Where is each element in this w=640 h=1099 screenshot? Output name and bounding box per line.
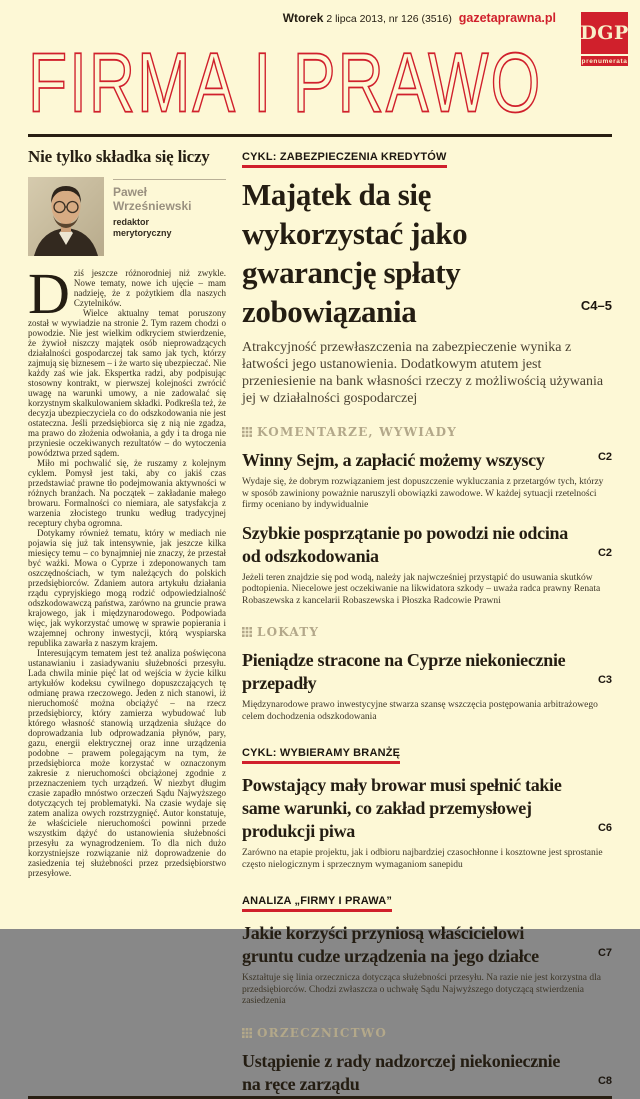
article-standfirst: Zarówno na etapie projektu, jak i odbioru najbardziej czasochłonne i kosztowne jest sprostanie często nielogicznym i sprzecznym wymaganiom sanepidu: [242, 848, 603, 870]
section-header-label: LOKATY: [257, 625, 320, 639]
section-header-label: KOMENTARZE, WYWIADY: [257, 425, 457, 439]
section-title: FIRMA I PRAWO: [28, 34, 543, 130]
category-label: CYKL: ZABEZPIECZENIA KREDYTÓW: [242, 151, 447, 168]
teasers-column: [242, 147, 612, 1096]
editorial-paragraph: Wielce aktualny temat poruszony został w wywiadzie na stronie 2. Tym razem chodzi o powodzie. Nie jest wielkim odkryciem stwierdzenie, że żywioł niszczy majątek osób nieprowadzących działalności gospodarczej tak samo jak tych, którzy zajmują się biznesem – i że warto się ubezpieczać. Nie każdy zaś wie jak. Ekspertka radzi, aby podpisując stosowny kontrakt, w pierwszej kolejności zwrócić uwagę na warunki umowy, a nie zadowalać się korzystnym skalkulowaniem składki. Podkreśla też, że decyzja ubezpieczyciela co do odszkodowania nie jest ostateczna. Jeśli przedsiębiorca się z nią nie zgadza, ma prawo do złożenia odwołania, a gdy i ta droga nie przyniesie oczekiwanych rezultatów – do wytoczenia powództwa przed sądem.: [28, 308, 226, 458]
title-rule: [28, 134, 612, 137]
category-label: ANALIZA „FIRMY I PRAWA”: [242, 895, 392, 912]
author-block: [28, 177, 226, 256]
edition-info: [283, 11, 556, 25]
article-headline: Ustąpienie z rady nadzorczej niekoniecznie na ręce zarządu C8: [242, 1050, 612, 1094]
page-reference: C2: [597, 546, 612, 559]
author-info: [113, 179, 226, 256]
editorial-text: [28, 261, 226, 878]
section-title-wrap: [28, 34, 612, 130]
page-reference: C3: [597, 674, 612, 686]
article-standfirst: Międzynarodowe prawo inwestycyjne stwarza szansę wszczęcia postępowania arbitrażowego celem dochodzenia odszkodowania: [242, 700, 598, 722]
article-headline: Winny Sejm, a zapłacić możemy wszyscy C2: [242, 449, 612, 472]
article-standfirst: Jeżeli teren znajdzie się pod wodą, należy jak najwcześniej przystąpić do usuwania skutków podtopienia. Niecelowe jest oczekiwanie na likwidatora szkody – uważa radca prawny Renata Robaszewska z kancelarii Robaszewska i Płoszka Radcowie Prawni: [242, 572, 601, 606]
page-reference: C6: [597, 822, 612, 834]
article-headline: Pieniądze stracone na Cyprze niekoniecznie przepadły C3: [242, 650, 612, 693]
category-label: CYKL: WYBIERAMY BRANŻĘ: [242, 747, 400, 764]
article-standfirst: Kształtuje się linia orzecznicza dotycząca służebności przesyłu. Na razie nie jest korzystna dla przedsiębiorców. Chodzi zwłaszcza o uchwałę Sądu Najwyższego dotyczącą stwierdzenia zasiedzenia: [242, 973, 601, 1006]
weekday: Wtorek: [282, 11, 324, 25]
page-reference: C8: [597, 1074, 612, 1087]
author-name: Paweł Wrześniewski: [113, 185, 192, 213]
grid-icon: [242, 427, 252, 437]
editorial-column: [28, 147, 226, 1096]
grid-icon: [242, 1028, 252, 1038]
section-header: [242, 625, 612, 639]
article-headline: Powstający mały browar musi spełnić takie same warunki, co zakład przemysłowej produkcji piwa C6: [242, 775, 612, 841]
lead-standfirst: Atrakcyjność przewłaszczenia na zabezpieczenie wynika z łatwości jego ustanowienia. Dodatkowym atutem jest przeniesienie na bank własności rzeczy z możliwością używania jej w działalności gospodarczej: [242, 340, 604, 406]
section-header: [242, 1026, 612, 1040]
article-standfirst: Wydaje się, że dobrym rozwiązaniem jest dopuszczenie wykluczania z przetargów tych, którzy w sposób zawiniony poważnie naruszyli obowiązki zawodowe. W każdej sytuacji rzetelności firmy oceniano by indywidualnie: [242, 477, 604, 510]
section-header: [242, 425, 612, 439]
dgp-logo-mark: DGP: [581, 12, 628, 54]
editorial-paragraph: Dotykamy również tematu, który w mediach nie pojawia się już tak intensywnie, jak jeszcze kilka miesięcy temu – co bynajmniej nie znaczy, że przestał być ważki. Mowa o Cyprze i zdeponowanych tam oszczędnościach, w tym należących do polskich przedsiębiorców. Zdaniem autora artykułu działania rządu cypryjskiego mogą rodzić odpowiedzialność odszkodowawczą państwa, zarówno na gruncie prawa krajowego, jak i międzynarodowego. Podpowiada więc, jak wykorzystać umowę w sprawie popierania i wzajemnej ochrony inwestycji, którą wyspiarska republika zawarła z naszym krajem.: [28, 528, 226, 648]
editorial-headline: Nie tylko składka się liczy: [28, 147, 210, 166]
article-headline: Jakie korzyści przyniosą właścicielowi gruntu cudze urządzenia na jego działce C7: [242, 923, 612, 966]
dgp-logo-subtitle: prenumerata: [581, 57, 628, 65]
website-url: gazetaprawna.pl: [458, 11, 556, 25]
dgp-logo: [581, 12, 628, 66]
drop-cap: D: [28, 261, 70, 326]
lead-headline: Majątek da się wykorzystać jako gwarancję spłaty zobowiązania C4–5: [242, 177, 612, 329]
author-photo: [28, 177, 104, 256]
section-header-label: ORZECZNICTWO: [257, 1025, 388, 1040]
page-reference: C2: [597, 451, 612, 463]
author-role: redaktor merytoryczny: [113, 216, 172, 239]
article-headline: Szybkie posprzątanie po powodzi nie odcina od odszkodowania C2: [242, 522, 612, 566]
masthead: [28, 0, 629, 65]
grid-icon: [242, 627, 252, 637]
editorial-paragraph: Dziś jeszcze różnorodniej niż zwykle. Nowe tematy, nowe ich ujęcie – mam nadzieję, że z pożytkiem dla naszych Czytelników.: [28, 261, 226, 326]
editorial-paragraph: Miło mi pochwalić się, że ruszamy z kolejnym cyklem. Pomysł jest taki, aby co jakiś czas przedstawiać prawne tło podejmowania aktywności w różnych branżach. Na początek – zakładanie małego browaru. Formalności co niemiara, ale satysfakcja z warzenia złocistego trunku według tradycyjnej receptury chyba ogromna.: [28, 458, 226, 528]
page-reference: C4–5: [580, 298, 612, 313]
editorial-paragraph: Interesującym tematem jest też analiza poświęcona ustanawianiu i zasiadywaniu służebności przesyłu. Lada chwila minie pięć lat od wejścia w życie kilku artykułów kodeksu cywilnego dopuszczających tę odmianę prawa rzeczowego. Jeden z nich stanowi, iż nieruchomość można obciążyć – na rzecz przedsiębiorcy, który zamierza wybudować lub którego własność stanowią urządzenia służące do doprowadzania lub odprowadzania płynów, pary, gazu, energii elektrycznej oraz inne urządzenia podobne – prawem polegającym na tym, że przedsiębiorca może korzystać w oznaczonym zakresie z nieruchomości obciążonej zgodnie z przeznaczeniem tych urządzeń. W niezbyt długim czasie zapadło mnóstwo orzeczeń Sądu Najwyższego dotyczących tej problematyki. Na czasie wydaje się zatem analiza owych rozstrzygnięć. Autor konstatuje, że właściciele nieruchomości powinni przede wszystkim dążyć do ustanowienia służebności przesyłu za wynagrodzeniem. To dla nich dużo korzystniejsze rozwiązanie niż doprowadzenie do zasiedzenia tej służebności przez przedsiębiorstwo przesyłowe.: [28, 648, 226, 878]
page-reference: C7: [597, 947, 612, 959]
bottom-rule: [28, 1096, 612, 1099]
date-issue: 2 lipca 2013, nr 126 (3516): [326, 13, 452, 25]
content-columns: [28, 147, 612, 1096]
